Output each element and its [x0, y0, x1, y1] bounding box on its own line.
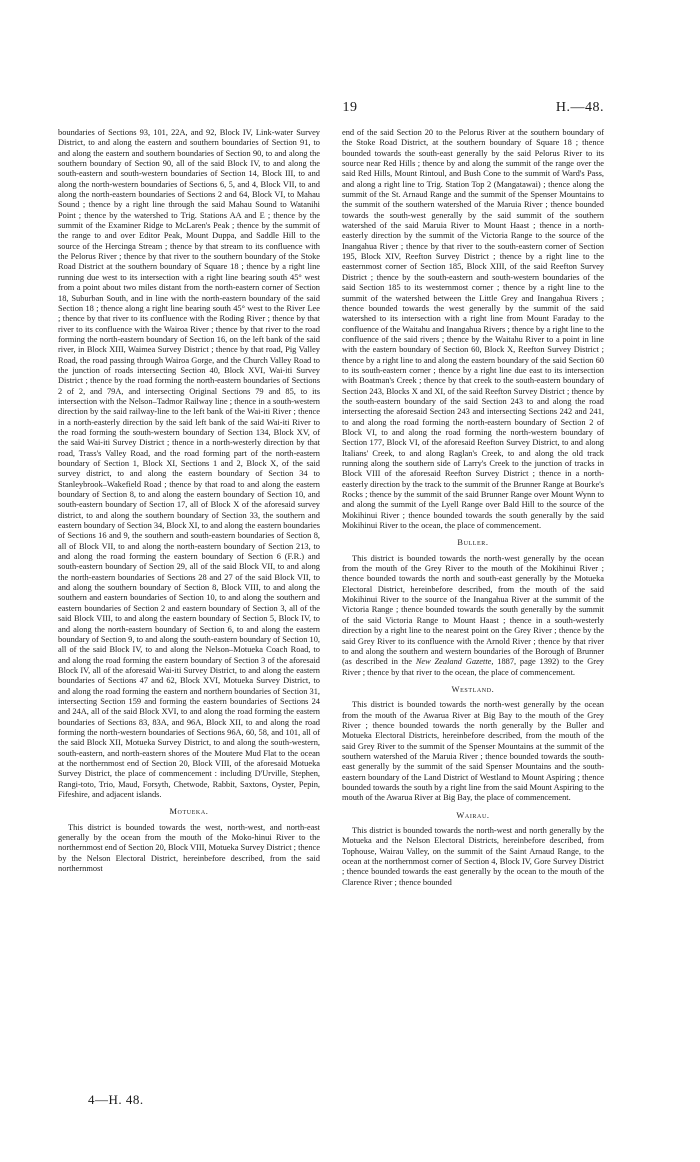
section-heading-wairau: Wairau. — [456, 810, 490, 820]
buller-text-a: This district is bounded towards the north-west generally by the ocean from the mouth of the Grey River to the mouth of the Mokihinui River ; thence bounded towards the north and south-east generally by the Motueka Electoral District, hereinbefore described, from the mouth of the said Mokihinui River to the source of the Inangahua River at the summit of the Victoria Range ; thence bounded towards the south generally by the summit of the said Victoria Range to Mount Haast ; thence in a south-westerly direction by a right line to the nearest point on the Grey River ; thence by the said Grey River to its confluence with the Arnold River ; thence by that river to and along the southern and western boundaries of the Borough of Brunner (as described in the — [342, 553, 604, 667]
page-number: 19 — [342, 100, 358, 115]
westland-paragraph: This district is bounded towards the north-west generally by the ocean from the mouth of the Awarua River at Big Bay to the mouth of the Grey River ; thence bounded towards the north generally by the Buller and Motueka Electoral Districts, hereinbefore described, from the mouth of the said Grey River to the summit of the Spenser Mountains at the summit of the southern watershed of the Maruia River ; thence bounded towards the south-east generally by the summit of the said Spenser Mountains and the south-eastern boundary of the Land District of Westland to Mount Aspiring ; thence bounded towards the south by a right line from the said Mount Aspiring to the mouth of the Awarua River at Big Bay, the place of commencement. — [342, 700, 604, 803]
document-reference: H.—48. — [555, 100, 604, 115]
right-column — [342, 128, 604, 888]
left-column — [58, 128, 320, 874]
motueka-paragraph: This district is bounded towards the west, north-west, and north-east generally by the ocean from the mouth of the Moko-hinui River to the northernmost end of Section 20, Block VIII, Motueka Survey District ; thence by the Nelson Electoral District, hereinbefore described, from the said northernmost — [58, 822, 320, 874]
boundary-paragraph-continued: end of the said Section 20 to the Pelorus River at the southern boundary of the Stoke Road District, at the southern boundary of Square 18 ; thence bounded towards the south-east generally by the said Pelorus River to its source near Red Hills ; thence by and along the summit of the range over the said Red Hills, Mount Rintoul, and Bush Cone to the summit of Ward's Pass, and along a right line to Trig. Station Top 2 (Mangatawai) ; thence along the summit of the St. Arnaud Range and the summit of the Spenser Mountains to the summit of the southern watershed of the Maruia River ; thence bounded towards the south-west generally by the said summit of the southern watershed of the said Maruia River to Mount Haast ; thence in a north-easterly direction by the summit of the Victoria Range to the source of the Inangahua River ; thence by that river to the south-eastern corner of Section 195, Block XIV, Reefton Survey District ; thence by a right line to the easternmost corner of Section 185, Block XIII, of the said Reefton Survey District ; thence by the south-eastern and south-western boundaries of the said Section 185 to its westernmost corner ; thence by a right line to the summit of the watershed between the Little Grey and Inangahua Rivers ; thence bounded towards the west generally by the summit of the said watershed to its intersection with a right line from Mount Faraday to the confluence of the Waitahu and Inangahua Rivers ; thence by a right line to the confluence of the said rivers ; thence by the Waitahu River to a point in line with the eastern boundary of Section 60, Block X, Reefton Survey District ; thence by a right line to and along the eastern boundary of the said Section 60 to its south-eastern corner ; thence by a right line due east to its intersection with Boatman's Creek ; thence by that creek to the south-eastern boundary of Section 243, Blocks X and XI, of the said Reefton Survey District ; thence by the south-eastern boundary of the said Section 243 to and along the road intersecting the aforesaid Section 243 and intersecting Sections 242 and 241, to and along the road forming the north-eastern boundary of Section 2 of Block VI, to and along the road forming the north-western boundary of Section 177, Block VI, of the aforesaid Reefton Survey District, to and along Italians' Creek, to and along Raglan's Creek, to and along the old track running along the southern side of Larry's Creek to the junction of tracks in Block VIII of the aforesaid Reefton Survey District ; thence in a north-easterly direction by the track to the summit of the Brunner Range at Bourke's Rocks ; thence by the summit of the said Brunner Range over Mount Wynn to and along the summit of the Lyell Range over Bald Hill to the source of the Mokihinui River ; thence bounded towards the south generally by the said Mokihinui River to the ocean, the place of commencement. — [342, 128, 604, 531]
boundary-paragraph: boundaries of Sections 93, 101, 22A, and 92, Block IV, Link-water Survey District, to and along the eastern and southern boundaries of Section 91, to and along the eastern and southern boundaries of Section 90, to and along the southern boundary of Section 90, all of the said Block IV, to and along the south-eastern and south-western boundaries of Section 14, Block III, to and along the north-western boundaries of Sections 6, 5, and 4, Block VII, to and along the north-eastern boundaries of Sections 2 and 64, Block VI, to Mahau Sound ; thence by a right line through the said Mahau Sound to Watanihi Point ; thence by the watershed to Trig. Stations AA and E ; thence by the summit of the Examiner Ridge to McLaren's Peak ; thence by the summit of the range to and over Editor Peak, Mount Duppa, and Saddle Hill to the source of the Hercinga Stream ; thence by that stream to its confluence with the Pelorus River ; thence by that river to the southern boundary of the Stoke Road District at the southern boundary of Square 18 ; thence by a right line running due west to its intersection with a right line bearing south 45° west from a point about two miles distant from the north-eastern corner of Section 18, Suburban South, and in line with the north-eastern boundary of the said Section 18 ; thence along a right line bearing south 45° west to the River Lee ; thence by that river to its confluence with the Roding River ; thence by that river to its confluence with the Wairoa River ; thence by that river to the road forming the north-eastern boundary of Section 16, on the left bank of the said river, in Block XIII, Waimea Survey District ; thence by that road, Pig Valley Road, the road passing through Wairoa Gorge, and the Church Valley Road to the junction of roads intersecting Section 40, Block XVI, Wai-iti Survey District ; thence by the road forming the north-eastern boundaries of Sections 2 of 2, and 79A, and intersecting Original Sections 79 and 85, to its intersection with the Nelson–Tadmor Railway line ; thence in a south-western direction by the said railway-line to the left bank of the Wai-iti River ; thence in a north-easterly direction by the said left bank of the said Wai-iti River to the road forming the south-western boundary of Section 134, Block XV, of the said Wai-iti Survey District ; thence in a north-westerly direction by that road, Trass's Valley Road, and the road forming part of the north-eastern boundary of Section 1, Block XI, Sections 1 and 2, Block X, of the said survey district, to and along the eastern boundary of Section 34 to Stanleybrook–Wakefield Road ; thence by that road to and along the eastern boundary of Section 8, to and along the eastern boundary of Section 10, and south-eastern boundary of Section 17, all of Block X of the aforesaid survey district, to and along the southern boundary of Section 33, the southern and eastern boundary of Section 34, Block XI, to and along the eastern boundaries of Sections 16 and 9, the southern and south-eastern boundaries of Section 8, all of Block VII, to and along the north-eastern boundary of Section 213, to and along the road forming the eastern boundary of Section 6 (F.R.) and south-eastern boundary of Section 29, all of the said Block VII, to and along the north-eastern boundaries of Sections 28 and 27 of the said Block VII, to and along the southern boundary of Section 8, Block VIII, to and along the southern and eastern boundaries of Section 10, to and along the southern and eastern boundaries of Section 2 and eastern boundary of Section 3, all of the said Block VIII, to and along the eastern boundary of Section 5, Block IV, to and along the north-eastern boundary of Section 6, to and along the eastern boundary of Section 9, to and along the south-eastern boundary of Section 10, all of the said Block IV, to and along the Nelson–Motueka Coach Road, to and along the road forming the eastern boundary of Section 3 of the aforesaid Block IV, all of the aforesaid Wai-iti Survey District, to and along the eastern boundaries of Sections 47 and 62, Block XVI, Motueka Survey District, to and along the road forming the eastern and northern boundaries of Section 31, intersecting Section 159 and forming the eastern boundaries of Sections 24 and 24A, all of the said Block XVI, to and along the road forming the eastern boundaries of Sections 83, 83A, and 96A, Block XII, to and along the road forming the north-western boundaries of Sections 96A, 60, 58, and 101, all of the said Block XII, Motueka Survey District, to and along the south-western, south-eastern, and north-eastern shores of the Moutere Mud Flat to the ocean at the northernmost end of Section 20, Block VIII, of the aforesaid Motueka Survey District, the place of commencement : including D'Urville, Stephen, Rangi-toto, Trio, Maud, Forsyth, Chetwode, Rabbit, Saxtons, Oyster, Pepin, Fifeshire, and adjacent islands. — [58, 128, 320, 799]
gazette-title: New Zealand Gazette, — [415, 657, 494, 667]
section-heading-westland: Westland. — [451, 684, 495, 694]
buller-text-b: 1887, page 1392) to the Grey River ; thence by that river to the ocean, the place of commencement. — [342, 657, 604, 677]
buller-paragraph — [342, 554, 604, 678]
section-heading-buller: Buller. — [457, 538, 489, 548]
signature-footer: 4—H. 48. — [88, 1092, 144, 1107]
wairau-paragraph: This district is bounded towards the north-west and north generally by the Motueka and the Nelson Electoral Districts, hereinbefore described, from Tophouse, Wairau Valley, on the summit of the Saint Arnaud Range, to the ocean at the northernmost corner of Section 4, Block IV, Gore Survey District ; thence bounded towards the east generally by the ocean to the mouth of the Clarence River ; thence bounded — [342, 826, 604, 887]
section-heading-motueka: Motueka. — [169, 807, 209, 817]
